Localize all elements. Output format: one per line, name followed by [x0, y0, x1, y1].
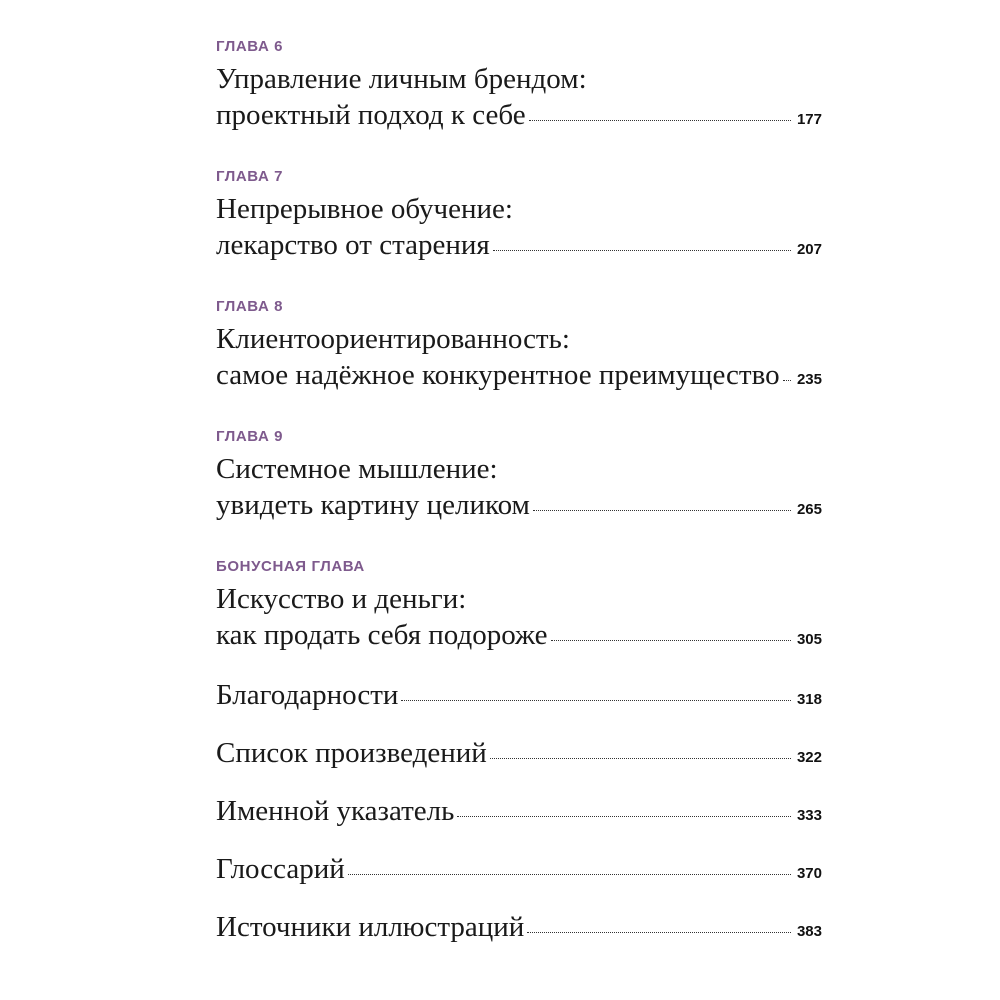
chapter-title-text: лекарство от старения — [216, 229, 490, 261]
dot-leader — [348, 873, 791, 875]
toc-entry-glossary[interactable] — [216, 851, 822, 887]
chapter-title-line-1: Системное мышление: — [216, 453, 498, 485]
dot-leader — [401, 699, 791, 701]
page-number: 235 — [796, 371, 822, 388]
table-of-contents — [216, 38, 822, 967]
entry-title: Благодарности — [216, 679, 399, 711]
chapter-title-text: как продать себя подороже — [216, 619, 548, 651]
chapter-title-text: самое надёжное конкурентное преимущество — [216, 359, 780, 391]
entry-title: Глоссарий — [216, 853, 345, 885]
page-number: 322 — [796, 749, 822, 766]
toc-entry-illustration-sources[interactable] — [216, 909, 822, 945]
dot-leader — [783, 379, 791, 381]
toc-entry-acknowledgements[interactable] — [216, 677, 822, 713]
chapter-label: ГЛАВА 8 — [216, 298, 284, 315]
chapter-title-line-1: Искусство и деньги: — [216, 583, 467, 615]
toc-entry-chapter-8[interactable] — [216, 298, 822, 393]
chapter-title-line-1: Непрерывное обучение: — [216, 193, 513, 225]
page-number: 318 — [796, 691, 822, 708]
chapter-label: БОНУСНАЯ ГЛАВА — [216, 558, 365, 575]
entry-title: Именной указатель — [216, 795, 455, 827]
chapter-title-line-2 — [216, 357, 822, 393]
chapter-title-line-2 — [216, 227, 822, 263]
chapter-title-line-2 — [216, 617, 822, 653]
toc-entry-list-of-works[interactable] — [216, 735, 822, 771]
dot-leader — [527, 931, 791, 933]
chapter-title-text: увидеть картину целиком — [216, 489, 530, 521]
page-number: 265 — [796, 501, 822, 518]
toc-entry-name-index[interactable] — [216, 793, 822, 829]
chapter-title-line-1: Управление личным брендом: — [216, 63, 587, 95]
entry-title: Источники иллюстраций — [216, 911, 525, 943]
chapter-title-line-1: Клиентоориентированность: — [216, 323, 570, 355]
chapter-title-text: проектный подход к себе — [216, 99, 526, 131]
page-number: 207 — [796, 241, 822, 258]
page-number: 333 — [796, 807, 822, 824]
chapter-title-line-2 — [216, 487, 822, 523]
chapter-label: ГЛАВА 7 — [216, 168, 284, 185]
chapter-title-line-2 — [216, 97, 822, 133]
chapter-label: ГЛАВА 9 — [216, 428, 284, 445]
dot-leader — [490, 757, 791, 759]
toc-entry-chapter-7[interactable] — [216, 168, 822, 263]
entry-title: Список произведений — [216, 737, 487, 769]
dot-leader — [551, 639, 791, 641]
dot-leader — [493, 249, 791, 251]
toc-entry-chapter-6[interactable] — [216, 38, 822, 133]
chapter-label: ГЛАВА 6 — [216, 38, 284, 55]
toc-entry-bonus-chapter[interactable] — [216, 558, 822, 653]
page-number: 383 — [796, 923, 822, 940]
page-number: 370 — [796, 865, 822, 882]
dot-leader — [533, 509, 791, 511]
page-number: 177 — [796, 111, 822, 128]
toc-entry-chapter-9[interactable] — [216, 428, 822, 523]
dot-leader — [529, 119, 791, 121]
dot-leader — [457, 815, 791, 817]
page-number: 305 — [796, 631, 822, 648]
